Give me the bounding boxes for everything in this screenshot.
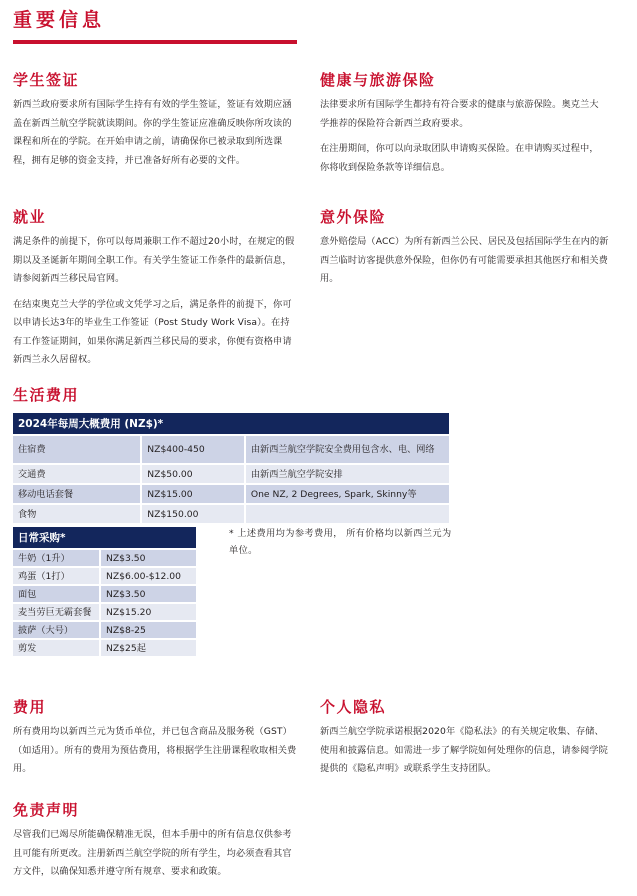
cost-footnote: * 上述费用均为参考费用， 所有价格均以新西兰元为单位。 <box>229 528 452 556</box>
grocery-cost-table <box>11 525 198 658</box>
table-row <box>13 485 449 503</box>
section-heading: 生活费用 <box>13 386 80 404</box>
cell-cost: NZ$400-450 <box>142 436 244 463</box>
table-header: 日常采购* <box>13 527 196 548</box>
section-paragraph: 意外赔偿局（ACC）为所有新西兰公民、居民及包括国际学生在内的新西兰临时访客提供意外保险，但你仍有可能需要承担其他医疗和相关费用。 <box>320 236 609 284</box>
section-employment <box>13 207 298 377</box>
cell-cost: NZ$150.00 <box>142 505 244 523</box>
cell-item: 披萨（大号） <box>13 622 99 638</box>
section-heading: 个人隐私 <box>320 698 387 716</box>
table-row <box>13 640 196 656</box>
table-row <box>13 550 196 566</box>
table-row <box>13 586 196 602</box>
table-row <box>13 505 449 523</box>
cell-item: 麦当劳巨无霸套餐 <box>13 604 99 620</box>
section-heading: 健康与旅游保险 <box>320 71 436 89</box>
cell-item: 面包 <box>13 586 99 602</box>
cell-item: 移动电话套餐 <box>13 485 140 503</box>
cell-cost: NZ$3.50 <box>101 586 196 602</box>
section-privacy <box>320 697 610 786</box>
cell-note: One NZ, 2 Degrees, Spark, Skinny等 <box>246 485 449 503</box>
section-heading: 费用 <box>13 698 47 716</box>
cell-note: 由新西兰航空学院安排 <box>246 465 449 483</box>
section-paragraph: 在注册期间，你可以向录取团队申请购买保险。在申请购买过程中，你将收到保险条款等详细信息。 <box>320 143 599 173</box>
cell-note: 由新西兰航空学院安全费用包含水、电、网络 <box>246 436 449 463</box>
section-heading: 免责声明 <box>13 801 80 819</box>
title-divider <box>13 40 297 44</box>
section-living-costs <box>13 385 313 411</box>
section-paragraph: 在结束奥克兰大学的学位或文凭学习之后，满足条件的前提下，你可以申请长达3年的毕业生工作签证（Post Study Work Visa）。在持有工作签证期间，如果你满足新西兰移民局的要求，你便有资格申请新西兰永久居留权。 <box>13 298 292 365</box>
table-row <box>13 436 449 463</box>
cell-cost: NZ$50.00 <box>142 465 244 483</box>
table-row <box>13 622 196 638</box>
cell-item: 剪发 <box>13 640 99 656</box>
page-title: 重要信息 <box>13 9 106 31</box>
section-heading: 就业 <box>13 208 47 226</box>
section-paragraph: 所有费用均以新西兰元为货币单位，并已包含商品及服务税（GST）（如适用）。所有的费用为预估费用，将根据学生注册课程收取相关费用。 <box>13 726 297 774</box>
cell-item: 鸡蛋（1打） <box>13 568 99 584</box>
cell-cost: NZ$15.20 <box>101 604 196 620</box>
cell-cost: NZ$8-25 <box>101 622 196 638</box>
section-paragraph: 法律要求所有国际学生都持有符合要求的健康与旅游保险。奥克兰大学推荐的保险符合新西兰政府要求。 <box>320 99 599 129</box>
section-health-insurance <box>320 70 605 184</box>
cell-cost: NZ$3.50 <box>101 550 196 566</box>
cell-item: 牛奶（1升） <box>13 550 99 566</box>
cell-item: 交通费 <box>13 465 140 483</box>
table-header: 2024年每周大概费用 (NZ$)* <box>13 413 449 434</box>
cell-cost: NZ$15.00 <box>142 485 244 503</box>
section-accident-insurance <box>320 207 610 296</box>
section-paragraph: 新西兰政府要求所有国际学生持有有效的学生签证，签证有效期应涵盖在新西兰航空学院就读期间。你的学生签证应准确反映你所攻读的课程和所在的学院。在开始申请之前，请确保你已被录取到所选课程，拥有足够的资金支持，并已准备好所有必要的文件。 <box>13 99 292 166</box>
cell-note <box>246 505 449 523</box>
section-paragraph: 尽管我们已竭尽所能确保精准无误，但本手册中的所有信息仅供参考且可能有所更改。注册新西兰航空学院的所有学生，均必须查看其官方文件，以确保知悉并遵守所有规章、要求和政策。 <box>13 829 292 877</box>
section-paragraph: 满足条件的前提下，你可以每周兼职工作不超过20小时，在规定的假期以及圣诞新年期间全职工作。有关学生签证工作条件的最新信息，请参阅新西兰移民局官网。 <box>13 236 295 284</box>
section-disclaimer <box>13 800 298 889</box>
section-paragraph: 新西兰航空学院承诺根据2020年《隐私法》的有关规定收集、存储、使用和披露信息。如需进一步了解学院如何处理你的信息，请参阅学院提供的《隐私声明》或联系学生支持团队。 <box>320 726 608 774</box>
section-heading: 意外保险 <box>320 208 387 226</box>
section-student-visa <box>13 70 298 177</box>
table-row <box>13 604 196 620</box>
cell-item: 食物 <box>13 505 140 523</box>
cell-cost: NZ$25起 <box>101 640 196 656</box>
weekly-cost-table <box>11 411 451 525</box>
cell-cost: NZ$6.00-$12.00 <box>101 568 196 584</box>
section-fees <box>13 697 298 786</box>
table-row <box>13 465 449 483</box>
section-heading: 学生签证 <box>13 71 80 89</box>
table-row <box>13 568 196 584</box>
cell-item: 住宿费 <box>13 436 140 463</box>
